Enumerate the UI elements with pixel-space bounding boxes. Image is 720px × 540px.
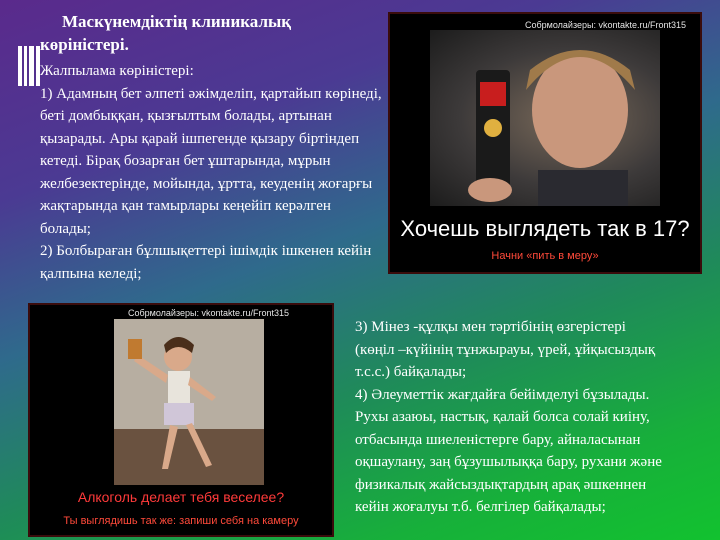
dancing-figure-illustration [114, 319, 264, 485]
slide-title-line2: көріністері. [40, 35, 129, 54]
left-text-block [40, 60, 385, 285]
poster-headline: Алкоголь делает тебя веселее? [77, 489, 285, 505]
poster-credit: Собрмолайзеры: vkontakte.ru/Front315 [128, 308, 289, 318]
right-text-line: оқшаулану, заң бұзушылыққа бару, рухани және [355, 454, 662, 470]
portrait-illustration [430, 30, 660, 206]
slide-title-line1: Маскүнемдіктің клиникалық [62, 12, 292, 31]
right-text-block [355, 316, 720, 519]
right-text-line: (көңіл –күйінің тұнжырауы, үрей, ұйқысыздық [355, 341, 656, 358]
poster-subline: Начни «пить в меру» [491, 250, 599, 262]
poster-photo [430, 30, 660, 206]
sign-2-text: 2) Болбыраған бұлшықеттері ішімдік ішкенен кейін қалпына келеді; [40, 243, 372, 282]
poster-photo [114, 319, 264, 485]
slide-title [40, 10, 360, 56]
poster-top-right [388, 12, 702, 274]
general-signs-heading: Жалпылама көріністері: [40, 63, 194, 79]
right-text-line: 3) Мінез -құлқы мен тәртібінің өзгерістері [355, 319, 626, 335]
right-text-line: отбасында шиеленістерге бару, айналасынан [355, 431, 641, 448]
sign-1-text: 1) Адамның бет әлпеті әжімделіп, қартайып көрінеді, беті домбыққан, қызғылтым болады, артынан қызарады. Ары қарай ішпегенде қызару біртіндеп кетеді. Бірақ бозарған бет ұштарында, мұрын желбезектерінде, мойында, ұртта, кеуденің жоғарғы жақтарында қан тамырлары кеңейіп керәлген болады; [40, 85, 382, 237]
poster-credit: Собрмолайзеры: vkontakte.ru/Front315 [525, 20, 686, 30]
decorative-bars [18, 46, 40, 86]
right-text-line: 4) Әлеуметтік жағдайға бейімделуі бұзылады. [355, 386, 650, 403]
poster-headline: Хочешь выглядеть так в 17? [400, 216, 690, 241]
right-text-line: Рухы азаюы, настық, қалай болса солай киіну, [355, 409, 650, 425]
poster-bottom-left [28, 303, 334, 537]
right-text-line: т.с.с.) байқалады; [355, 364, 467, 380]
right-text-line: кейін жоғалуы т.б. белгілер байқалады; [355, 499, 606, 515]
right-text-line: физикалық жайсыздықтардың арақ әшкеннен [355, 476, 647, 493]
poster-subline: Ты выглядишь так же: запиши себя на камеру [63, 515, 299, 527]
